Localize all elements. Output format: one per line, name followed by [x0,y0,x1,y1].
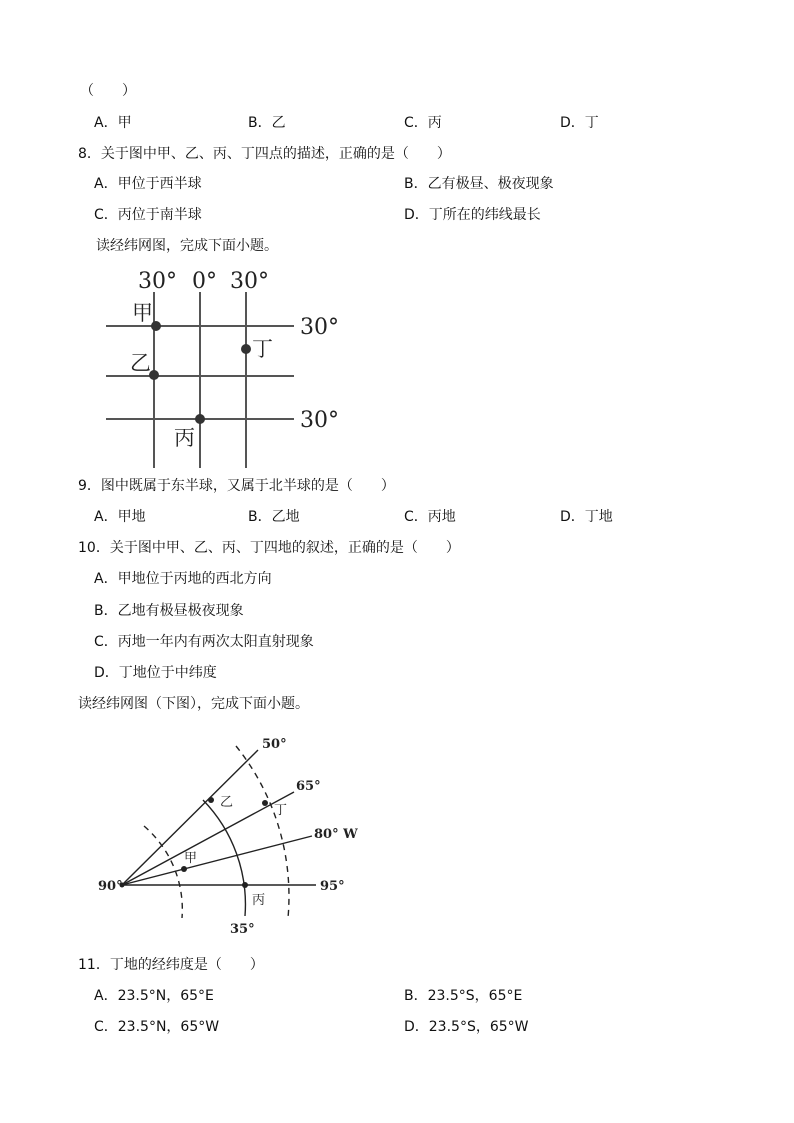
meridian-line [122,836,312,885]
parallel-label: 30° [300,315,339,340]
point-label: 丁 [252,337,273,361]
parallel-label: 30° [300,408,339,433]
q9-option-d[interactable]: D．丁地 [560,509,613,525]
meridian-label: 30° [138,269,177,294]
meridian-label: 30° [230,269,269,294]
point-label: 丁 [274,803,288,818]
intro-text-1: 读经纬网图，完成下面小题。 [96,238,278,254]
q10-option-a[interactable]: A．甲地位于丙地的西北方向 [94,571,272,587]
point-jia [181,866,187,872]
q8-option-c[interactable]: C．丙位于南半球 [94,207,202,223]
q9-option-c[interactable]: C．丙地 [404,509,456,525]
q10-option-d[interactable]: D．丁地位于中纬度 [94,665,217,681]
q8-stem: 8．关于图中甲、乙、丙、丁四点的描述，正确的是（ ） [78,146,451,162]
q10-option-b[interactable]: B．乙地有极昼极夜现象 [94,603,244,619]
parallel-arc-inner [144,826,182,918]
meridian-label: 50° [262,737,287,752]
point-label: 甲 [132,301,153,325]
q7-option-c[interactable]: C．丙 [404,115,442,131]
q10-stem: 10．关于图中甲、乙、丙、丁四地的叙述，正确的是（ ） [78,540,460,556]
q11-option-b[interactable]: B．23.5°S，65°E [404,988,523,1004]
q7-option-d[interactable]: D．丁 [560,115,599,131]
q10-option-c[interactable]: C．丙地一年内有两次太阳直射现象 [94,634,314,650]
q8-option-a[interactable]: A．甲位于西半球 [94,176,202,192]
q11-stem: 11．丁地的经纬度是（ ） [78,957,264,973]
point-ding [241,344,251,354]
q8-option-d[interactable]: D．丁所在的纬线最长 [404,207,541,223]
point-label: 乙 [220,795,234,810]
figure-grid-map [100,262,360,468]
q7-option-a[interactable]: A．甲 [94,115,132,131]
q7-stem-tail: （ ） [80,83,136,99]
meridian-label: 95° [320,879,345,894]
point-label: 丙 [174,426,195,450]
point-bing [242,882,248,888]
point-label: 甲 [184,851,198,866]
point-label: 乙 [130,351,151,375]
q9-option-b[interactable]: B．乙地 [248,509,300,525]
intro-text-2: 读经纬网图（下图），完成下面小题。 [78,696,309,712]
point-label: 丙 [252,893,266,908]
meridian-label: 80° W [314,827,358,842]
parallel-label: 35° [230,922,255,937]
meridian-label: 0° [192,269,217,294]
point-ding [262,800,268,806]
q9-stem: 9．图中既属于东半球，又属于北半球的是（ ） [78,478,395,494]
q9-option-a[interactable]: A．甲地 [94,509,146,525]
q8-option-b[interactable]: B．乙有极昼、极夜现象 [404,176,554,192]
q11-option-a[interactable]: A．23.5°N，65°E [94,988,214,1004]
meridian-label: 65° [296,779,321,794]
point-bing [195,414,205,424]
q7-option-b[interactable]: B．乙 [248,115,286,131]
point-yi [208,797,214,803]
q11-option-c[interactable]: C．23.5°N，65°W [94,1019,220,1035]
q11-option-d[interactable]: D．23.5°S，65°W [404,1019,529,1035]
pole-label: 90° [98,879,123,894]
figure-polar-map [94,728,384,940]
